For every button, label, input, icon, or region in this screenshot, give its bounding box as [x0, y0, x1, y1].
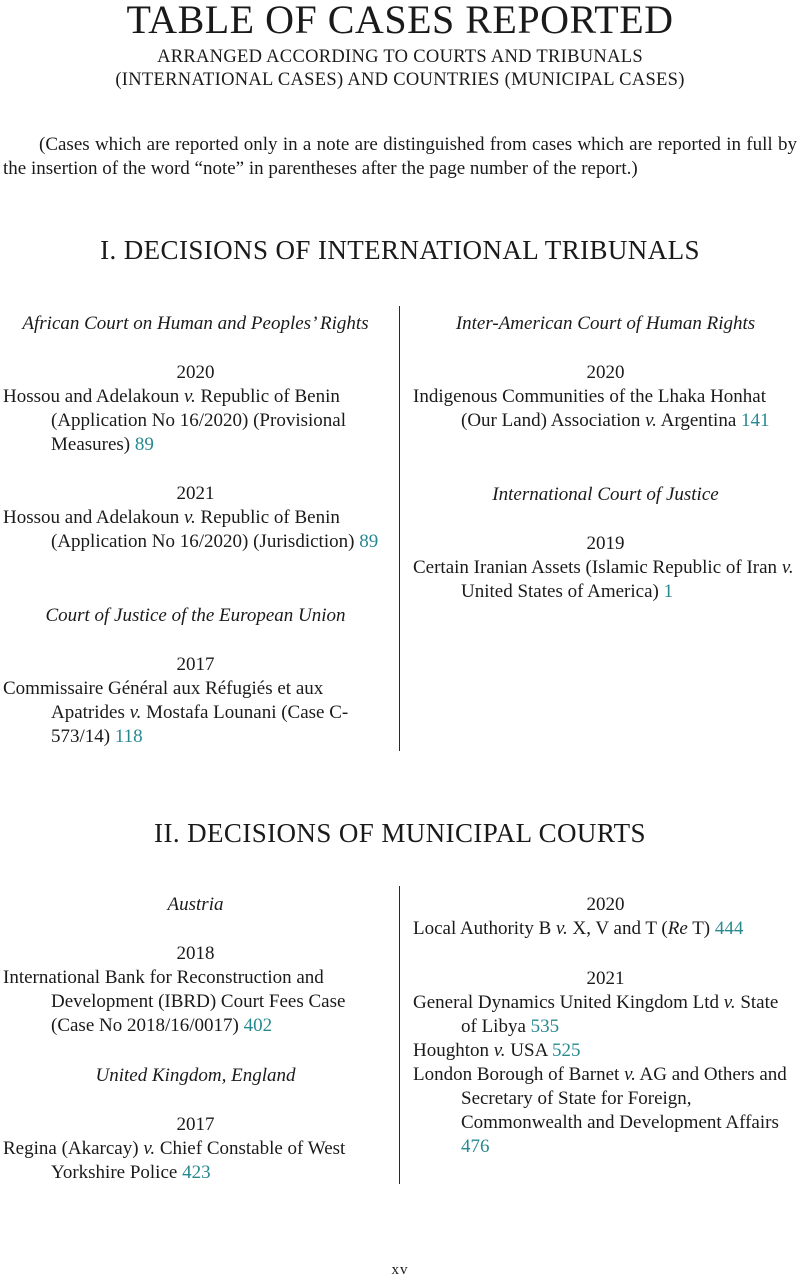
court-heading-achpr: African Court on Human and Peoples’ Rights: [22, 313, 369, 334]
column-divider: [399, 306, 400, 751]
year-heading: 2019: [586, 533, 625, 554]
page-subtitle: [0, 46, 800, 92]
page-reference-link[interactable]: 476: [461, 1136, 490, 1157]
case-entry: Certain Iranian Assets (Islamic Republic of Iran v. United States of America) 1: [413, 557, 794, 602]
year-heading: 2020: [586, 362, 625, 383]
page-number: xv: [391, 1262, 409, 1278]
year-heading: 2017: [176, 654, 215, 675]
case-entry: Houghton v. USA 525: [413, 1040, 581, 1061]
case-entry: Local Authority B v. X, V and T (Re T) 444: [413, 918, 744, 939]
case-entry: London Borough of Barnet v. AG and Others and Secretary of State for Foreign, Commonwealth and Development Affairs 476: [413, 1064, 787, 1157]
year-heading: 2021: [586, 968, 625, 989]
page-reference-link[interactable]: 535: [530, 1016, 560, 1037]
court-heading-iachr: Inter-American Court of Human Rights: [455, 313, 756, 334]
page-reference-link[interactable]: 118: [114, 726, 143, 747]
court-heading-austria: Austria: [167, 894, 224, 915]
case-entry: Hossou and Adelakoun v. Republic of Benin (Application No 16/2020) (Jurisdiction) 89: [3, 507, 379, 552]
page-reference-link[interactable]: 89: [359, 531, 379, 552]
page-title: TABLE OF CASES REPORTED: [126, 0, 674, 42]
subtitle-line-1: ARRANGED ACCORDING TO COURTS AND TRIBUNALS: [157, 47, 643, 67]
right-column-international: [413, 312, 798, 612]
case-entry: Commissaire Général aux Réfugiés et aux Apatrides v. Mostafa Lounani (Case C-573/14) 118: [3, 678, 349, 747]
page-reference-link[interactable]: 141: [741, 410, 770, 431]
case-entry: Indigenous Communities of the Lhaka Honhat (Our Land) Association v. Argentina 141: [413, 386, 770, 431]
case-entry: Hossou and Adelakoun v. Republic of Benin (Application No 16/2020) (Provisional Measures) 89: [3, 386, 346, 455]
year-heading: 2020: [586, 894, 625, 915]
page-reference-link[interactable]: 89: [134, 434, 154, 455]
page-reference-link[interactable]: 525: [552, 1040, 581, 1061]
year-heading: 2018: [176, 943, 215, 964]
court-heading-icj: International Court of Justice: [492, 484, 719, 505]
year-heading: 2021: [176, 483, 215, 504]
right-column-municipal: [413, 893, 798, 1168]
page-reference-link[interactable]: 444: [714, 918, 744, 939]
year-heading: 2020: [176, 362, 215, 383]
case-entry: International Bank for Reconstruction and Development (IBRD) Court Fees Case (Case No 2018/16/0017) 402: [3, 967, 346, 1036]
left-column-international: [3, 312, 388, 752]
court-heading-uk: United Kingdom, England: [95, 1065, 296, 1086]
page-reference-link[interactable]: 423: [182, 1162, 211, 1183]
intro-note: (Cases which are reported only in a note are distinguished from cases which are reported in full by the insertion of the word “note” in parentheses after the page number of the report.): [3, 134, 797, 179]
case-entry: Regina (Akarcay) v. Chief Constable of West Yorkshire Police 423: [3, 1138, 346, 1183]
column-divider: [399, 886, 400, 1184]
section-heading-municipal: II. DECISIONS OF MUNICIPAL COURTS: [154, 818, 646, 848]
year-heading: 2017: [176, 1114, 215, 1135]
court-heading-cjeu: Court of Justice of the European Union: [45, 605, 346, 626]
subtitle-line-2: (INTERNATIONAL CASES) AND COUNTRIES (MUNICIPAL CASES): [115, 70, 685, 90]
section-heading-international: I. DECISIONS OF INTERNATIONAL TRIBUNALS: [100, 235, 700, 265]
case-entry: General Dynamics United Kingdom Ltd v. State of Libya 535: [413, 992, 779, 1037]
page-reference-link[interactable]: 1: [663, 581, 674, 602]
page-reference-link[interactable]: 402: [243, 1015, 273, 1036]
left-column-municipal: [3, 893, 388, 1188]
